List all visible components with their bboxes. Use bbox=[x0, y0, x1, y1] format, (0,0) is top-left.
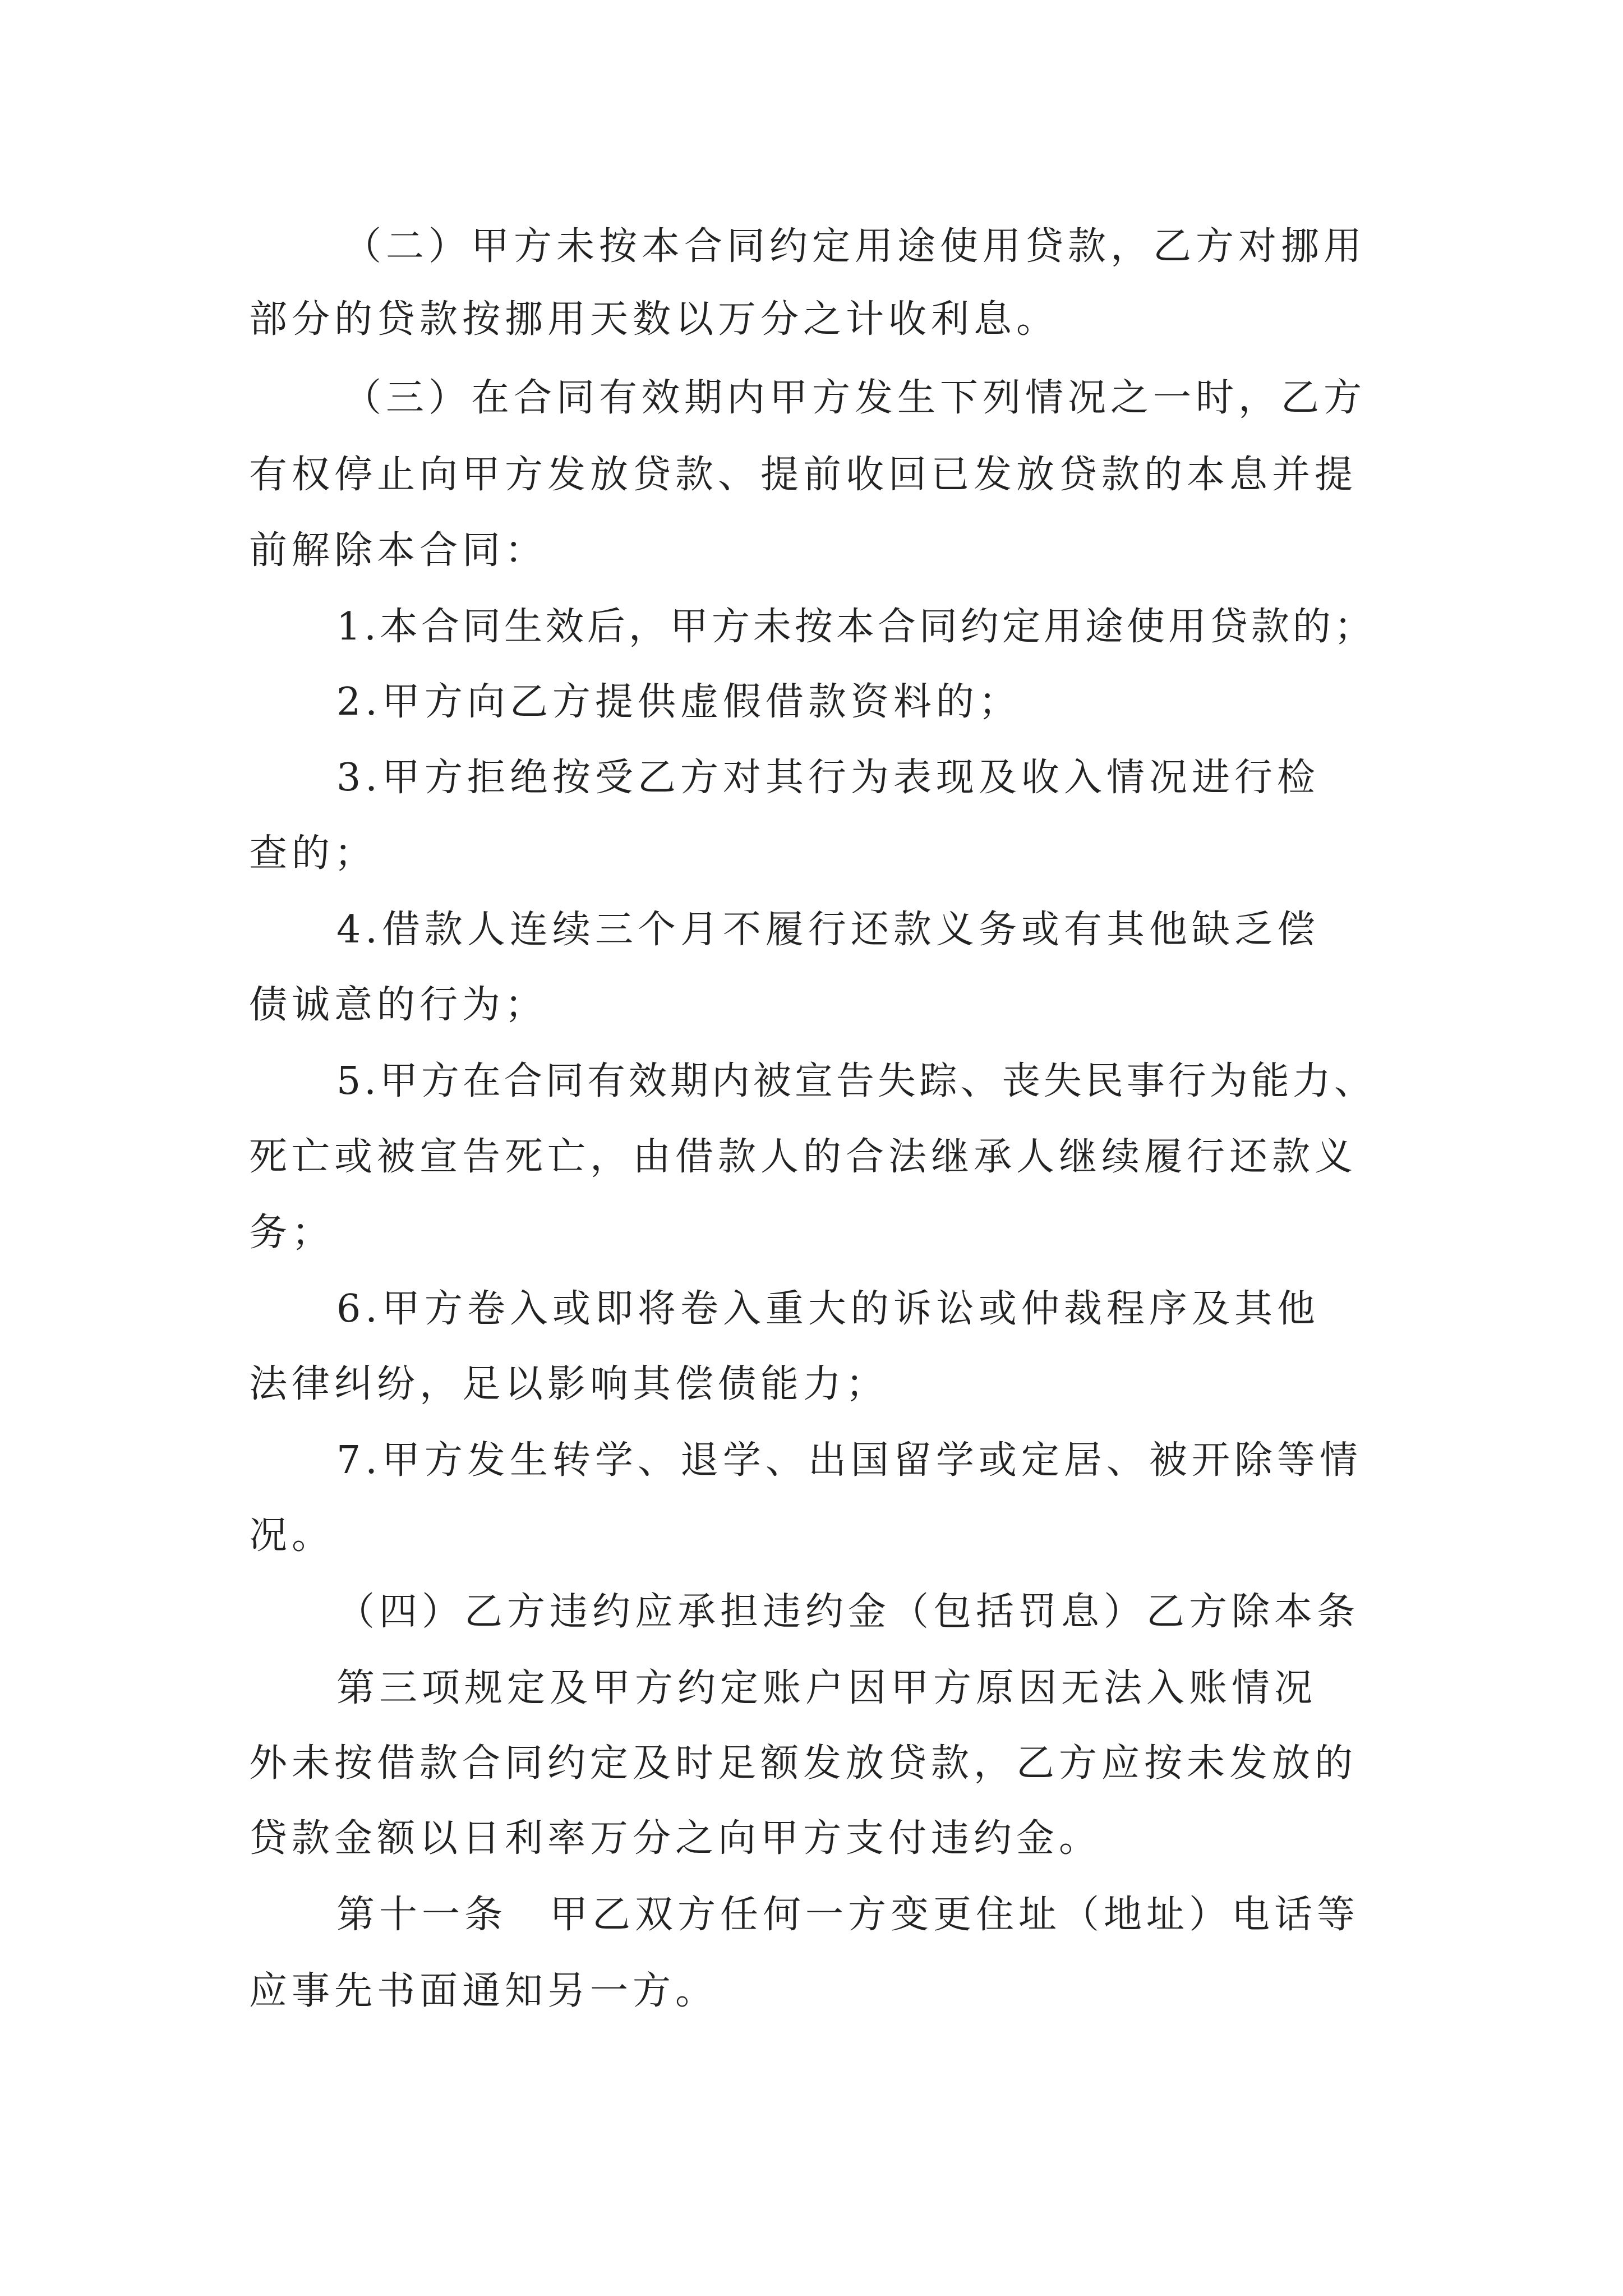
paragraph-line: 3.甲方拒绝按受乙方对其行为表现及收入情况进行检 bbox=[336, 756, 1320, 800]
paragraph-line: 债诚意的行为； bbox=[249, 983, 548, 1027]
paragraph-line: 查的； bbox=[249, 831, 377, 876]
paragraph-line: （四）乙方违约应承担违约金（包括罚息）乙方除本条 bbox=[336, 1590, 1360, 1634]
paragraph-line: 死亡或被宣告死亡，由借款人的合法继承人继续履行还款义 bbox=[249, 1135, 1358, 1179]
paragraph-line: 6.甲方卷入或即将卷入重大的诉讼或仲裁程序及其他 bbox=[336, 1287, 1320, 1331]
paragraph-line: 贷款金额以日利率万分之向甲方支付违约金。 bbox=[249, 1816, 1102, 1861]
paragraph-line: （三）在合同有效期内甲方发生下列情况之一时，乙方 bbox=[343, 376, 1367, 420]
paragraph-line: 7.甲方发生转学、退学、出国留学或定居、被开除等情 bbox=[336, 1438, 1362, 1483]
paragraph-line: 5.甲方在合同有效期内被宣告失踪、丧失民事行为能力、 bbox=[336, 1059, 1376, 1103]
paragraph-line: （二）甲方未按本合同约定用途使用贷款，乙方对挪用 bbox=[343, 224, 1367, 269]
paragraph-line: 外未按借款合同约定及时足额发放贷款，乙方应按未发放的 bbox=[249, 1741, 1358, 1786]
paragraph-line: 2.甲方向乙方提供虚假借款资料的； bbox=[336, 680, 1021, 724]
paragraph-line: 第十一条 甲乙双方任何一方变更住址（地址）电话等 bbox=[336, 1893, 1360, 1937]
paragraph-line: 前解除本合同： bbox=[249, 528, 548, 573]
paragraph-line: 况。 bbox=[249, 1513, 335, 1558]
paragraph-line: 第三项规定及甲方约定账户因甲方原因无法入账情况 bbox=[336, 1666, 1317, 1710]
paragraph-line: 4.借款人连续三个月不履行还款义务或有其他缺乏偿 bbox=[336, 908, 1320, 952]
paragraph-line: 1.本合同生效后，甲方未按本合同约定用途使用贷款的； bbox=[336, 605, 1376, 649]
paragraph-line: 应事先书面通知另一方。 bbox=[249, 1969, 718, 2013]
paragraph-line: 部分的贷款按挪用天数以万分之计收利息。 bbox=[249, 297, 1059, 342]
paragraph-line: 务； bbox=[249, 1211, 335, 1255]
paragraph-line: 有权停止向甲方发放贷款、提前收回已发放贷款的本息并提 bbox=[249, 453, 1358, 497]
paragraph-line: 法律纠纷，足以影响其偿债能力； bbox=[249, 1362, 889, 1406]
